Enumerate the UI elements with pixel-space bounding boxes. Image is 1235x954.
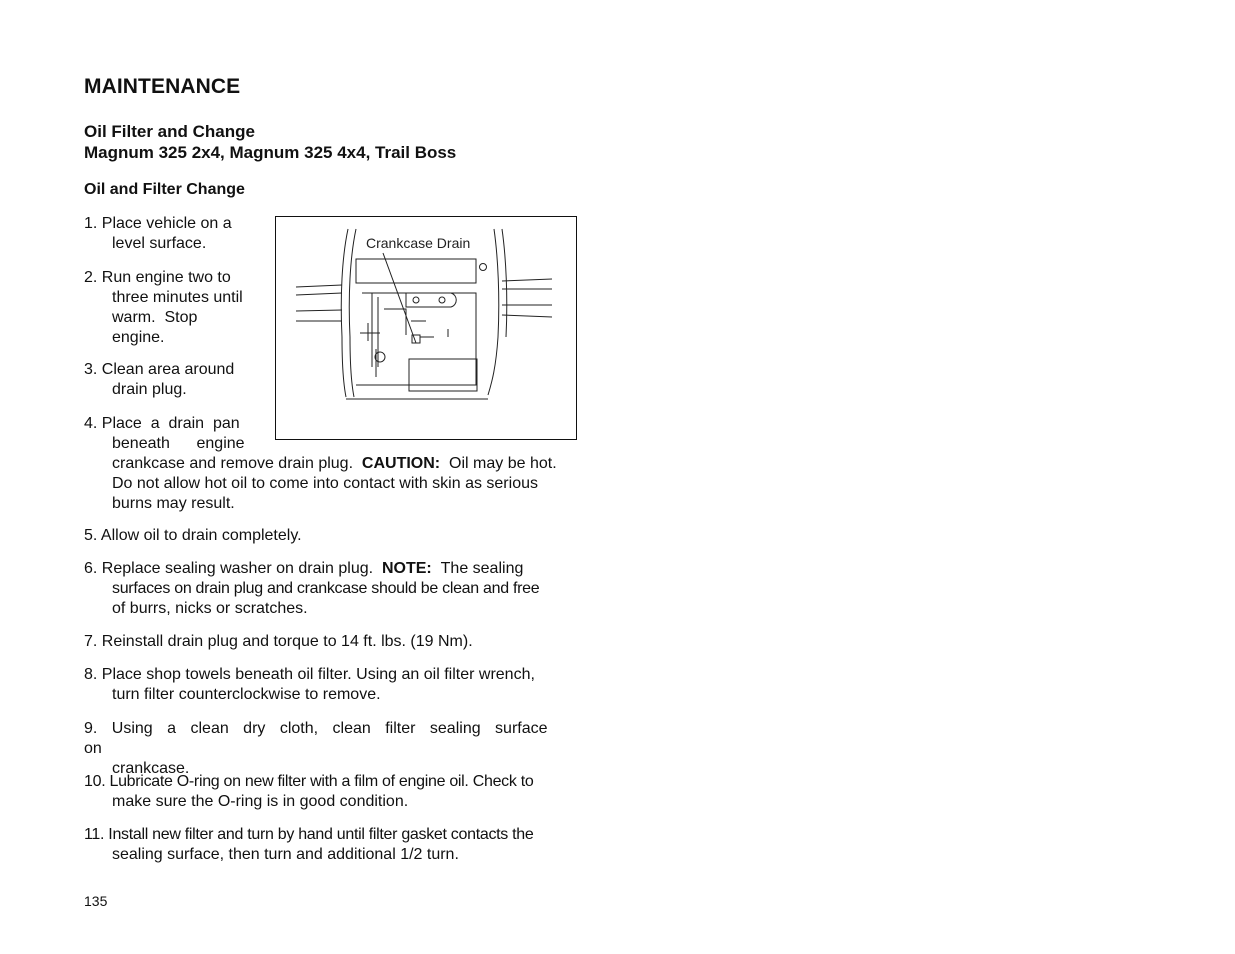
step-4-line4: Do not allow hot oil to come into contact with skin as serious (112, 475, 538, 492)
crankcase-drain-figure (275, 216, 577, 440)
step-6-line1-text: 6. Replace sealing washer on drain plug. (84, 560, 374, 577)
subsection-title: Oil and Filter Change (84, 181, 245, 198)
page-title: MAINTENANCE (84, 75, 241, 98)
step-9-line2: crankcase. (112, 760, 190, 777)
step-7-line1: 7. Reinstall drain plug and torque to 14 ft. lbs. (19 Nm). (84, 633, 473, 650)
step-4-line3-tail: Oil may be hot. (449, 455, 557, 472)
step-9 (84, 719, 578, 779)
note-label: NOTE: (381, 560, 432, 577)
step-8 (84, 665, 578, 705)
step-7 (84, 632, 578, 652)
step-11-line1: 11. Install new filter and turn by hand until filter gasket contacts the (84, 826, 534, 843)
step-1-line1: 1. Place vehicle on a (84, 215, 232, 232)
caution-label: CAUTION: (361, 455, 441, 472)
step-10 (84, 772, 578, 812)
step-4-line1: 4. Place a drain pan (84, 415, 240, 432)
step-1 (84, 214, 256, 254)
step-11 (84, 825, 578, 865)
step-8-line1: 8. Place shop towels beneath oil filter. Using an oil filter wrench, (84, 666, 535, 683)
step-4-line2: beneath engine (112, 435, 245, 452)
step-6 (84, 559, 578, 619)
step-8-line2: turn filter counterclockwise to remove. (112, 686, 381, 703)
section-title (84, 121, 456, 163)
step-9-line1: 9. Using a clean dry cloth, clean filter sealing surface on (84, 720, 548, 757)
step-5-line1: 5. Allow oil to drain completely. (84, 527, 302, 544)
section-title-line1: Oil Filter and Change (84, 122, 255, 141)
step-6-line1-tail: The sealing (440, 560, 524, 577)
step-3-line1: 3. Clean area around (84, 361, 235, 378)
step-2-line1: 2. Run engine two to (84, 269, 231, 286)
step-10-line1: 10. Lubricate O-ring on new filter with a film of engine oil. Check to (84, 773, 534, 790)
step-2-line3: warm. Stop (112, 309, 198, 326)
step-4-line3-text: crankcase and remove drain plug. (112, 455, 354, 472)
step-6-line2: surfaces on drain plug and crankcase should be clean and free (112, 580, 540, 597)
step-4-line3 (84, 454, 578, 474)
step-4-line5: burns may result. (112, 495, 235, 512)
step-3 (84, 360, 256, 400)
step-11-line2: sealing surface, then turn and additional 1/2 turn. (112, 846, 459, 863)
page-number: 135 (84, 893, 108, 909)
step-2-line2: three minutes until (112, 289, 243, 306)
step-2 (84, 268, 256, 348)
step-6-line3: of burrs, nicks or scratches. (112, 600, 308, 617)
step-1-line2: level surface. (112, 235, 207, 252)
step-2-line4: engine. (112, 329, 165, 346)
step-6-line1 (84, 560, 523, 577)
step-3-line2: drain plug. (112, 381, 187, 398)
step-5 (84, 526, 578, 546)
crankcase-drain-label: Crankcase Drain (366, 235, 471, 251)
section-title-line2: Magnum 325 2x4, Magnum 325 4x4, Trail Boss (84, 143, 457, 162)
step-10-line2: make sure the O-ring is in good condition. (112, 793, 409, 810)
